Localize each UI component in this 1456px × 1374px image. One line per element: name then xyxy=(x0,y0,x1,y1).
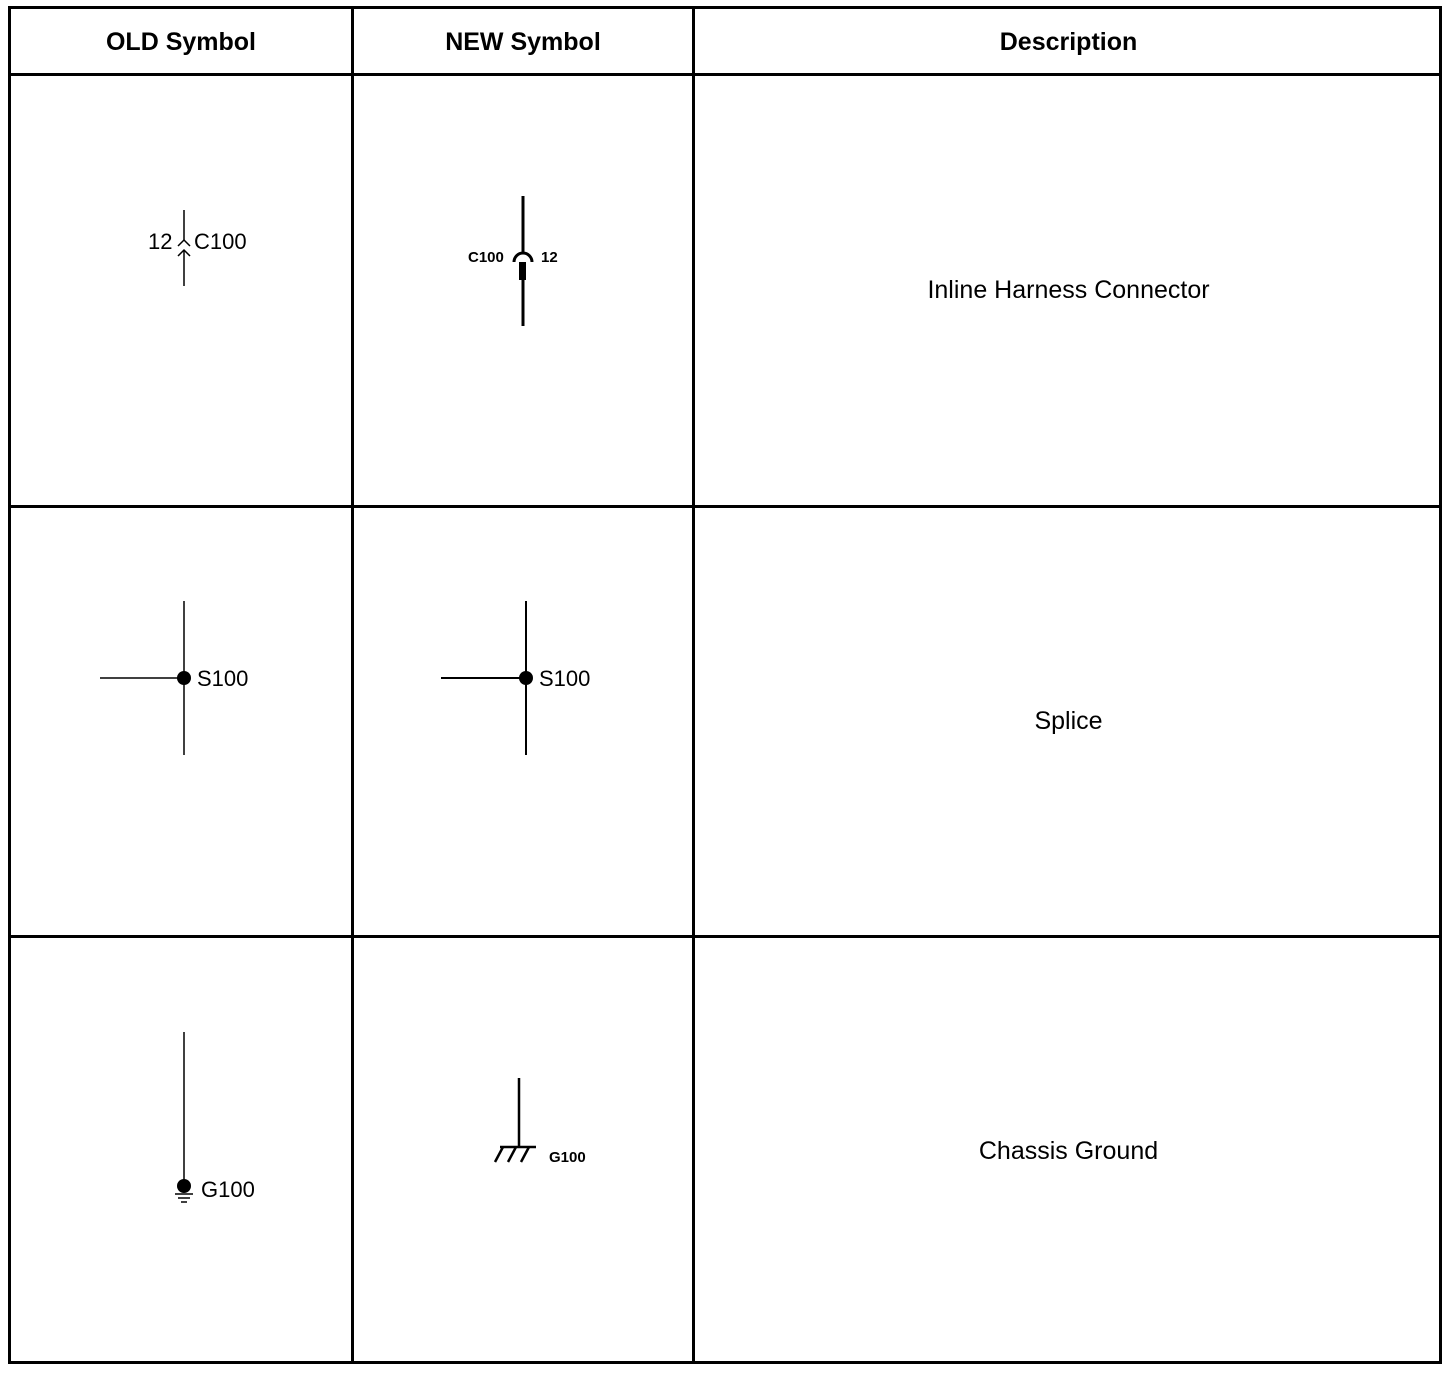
new-connector-symbol xyxy=(468,196,558,326)
header-new-symbol: NEW Symbol xyxy=(445,28,601,56)
description-chassis-ground: Chassis Ground xyxy=(978,1136,1159,1165)
old-ground-symbol xyxy=(175,1032,255,1202)
new-connector-name: C100 xyxy=(468,249,504,266)
old-ground-name: G100 xyxy=(201,1177,255,1202)
old-splice-name: S100 xyxy=(197,666,249,691)
new-splice-symbol xyxy=(441,601,590,755)
header-description: Description xyxy=(999,28,1138,56)
old-connector-pin: 12 xyxy=(148,229,173,254)
old-splice-symbol xyxy=(100,601,248,755)
new-ground-name: G100 xyxy=(549,1149,586,1166)
new-splice-name: S100 xyxy=(539,666,591,691)
old-connector-name: C100 xyxy=(194,229,247,254)
description-splice: Splice xyxy=(1034,707,1103,735)
new-connector-pin: 12 xyxy=(541,249,558,266)
new-ground-symbol xyxy=(495,1078,586,1166)
old-connector-symbol xyxy=(148,210,247,286)
header-old-symbol: OLD Symbol xyxy=(105,28,256,56)
description-inline-harness-connector: Inline Harness Connector xyxy=(927,276,1210,304)
